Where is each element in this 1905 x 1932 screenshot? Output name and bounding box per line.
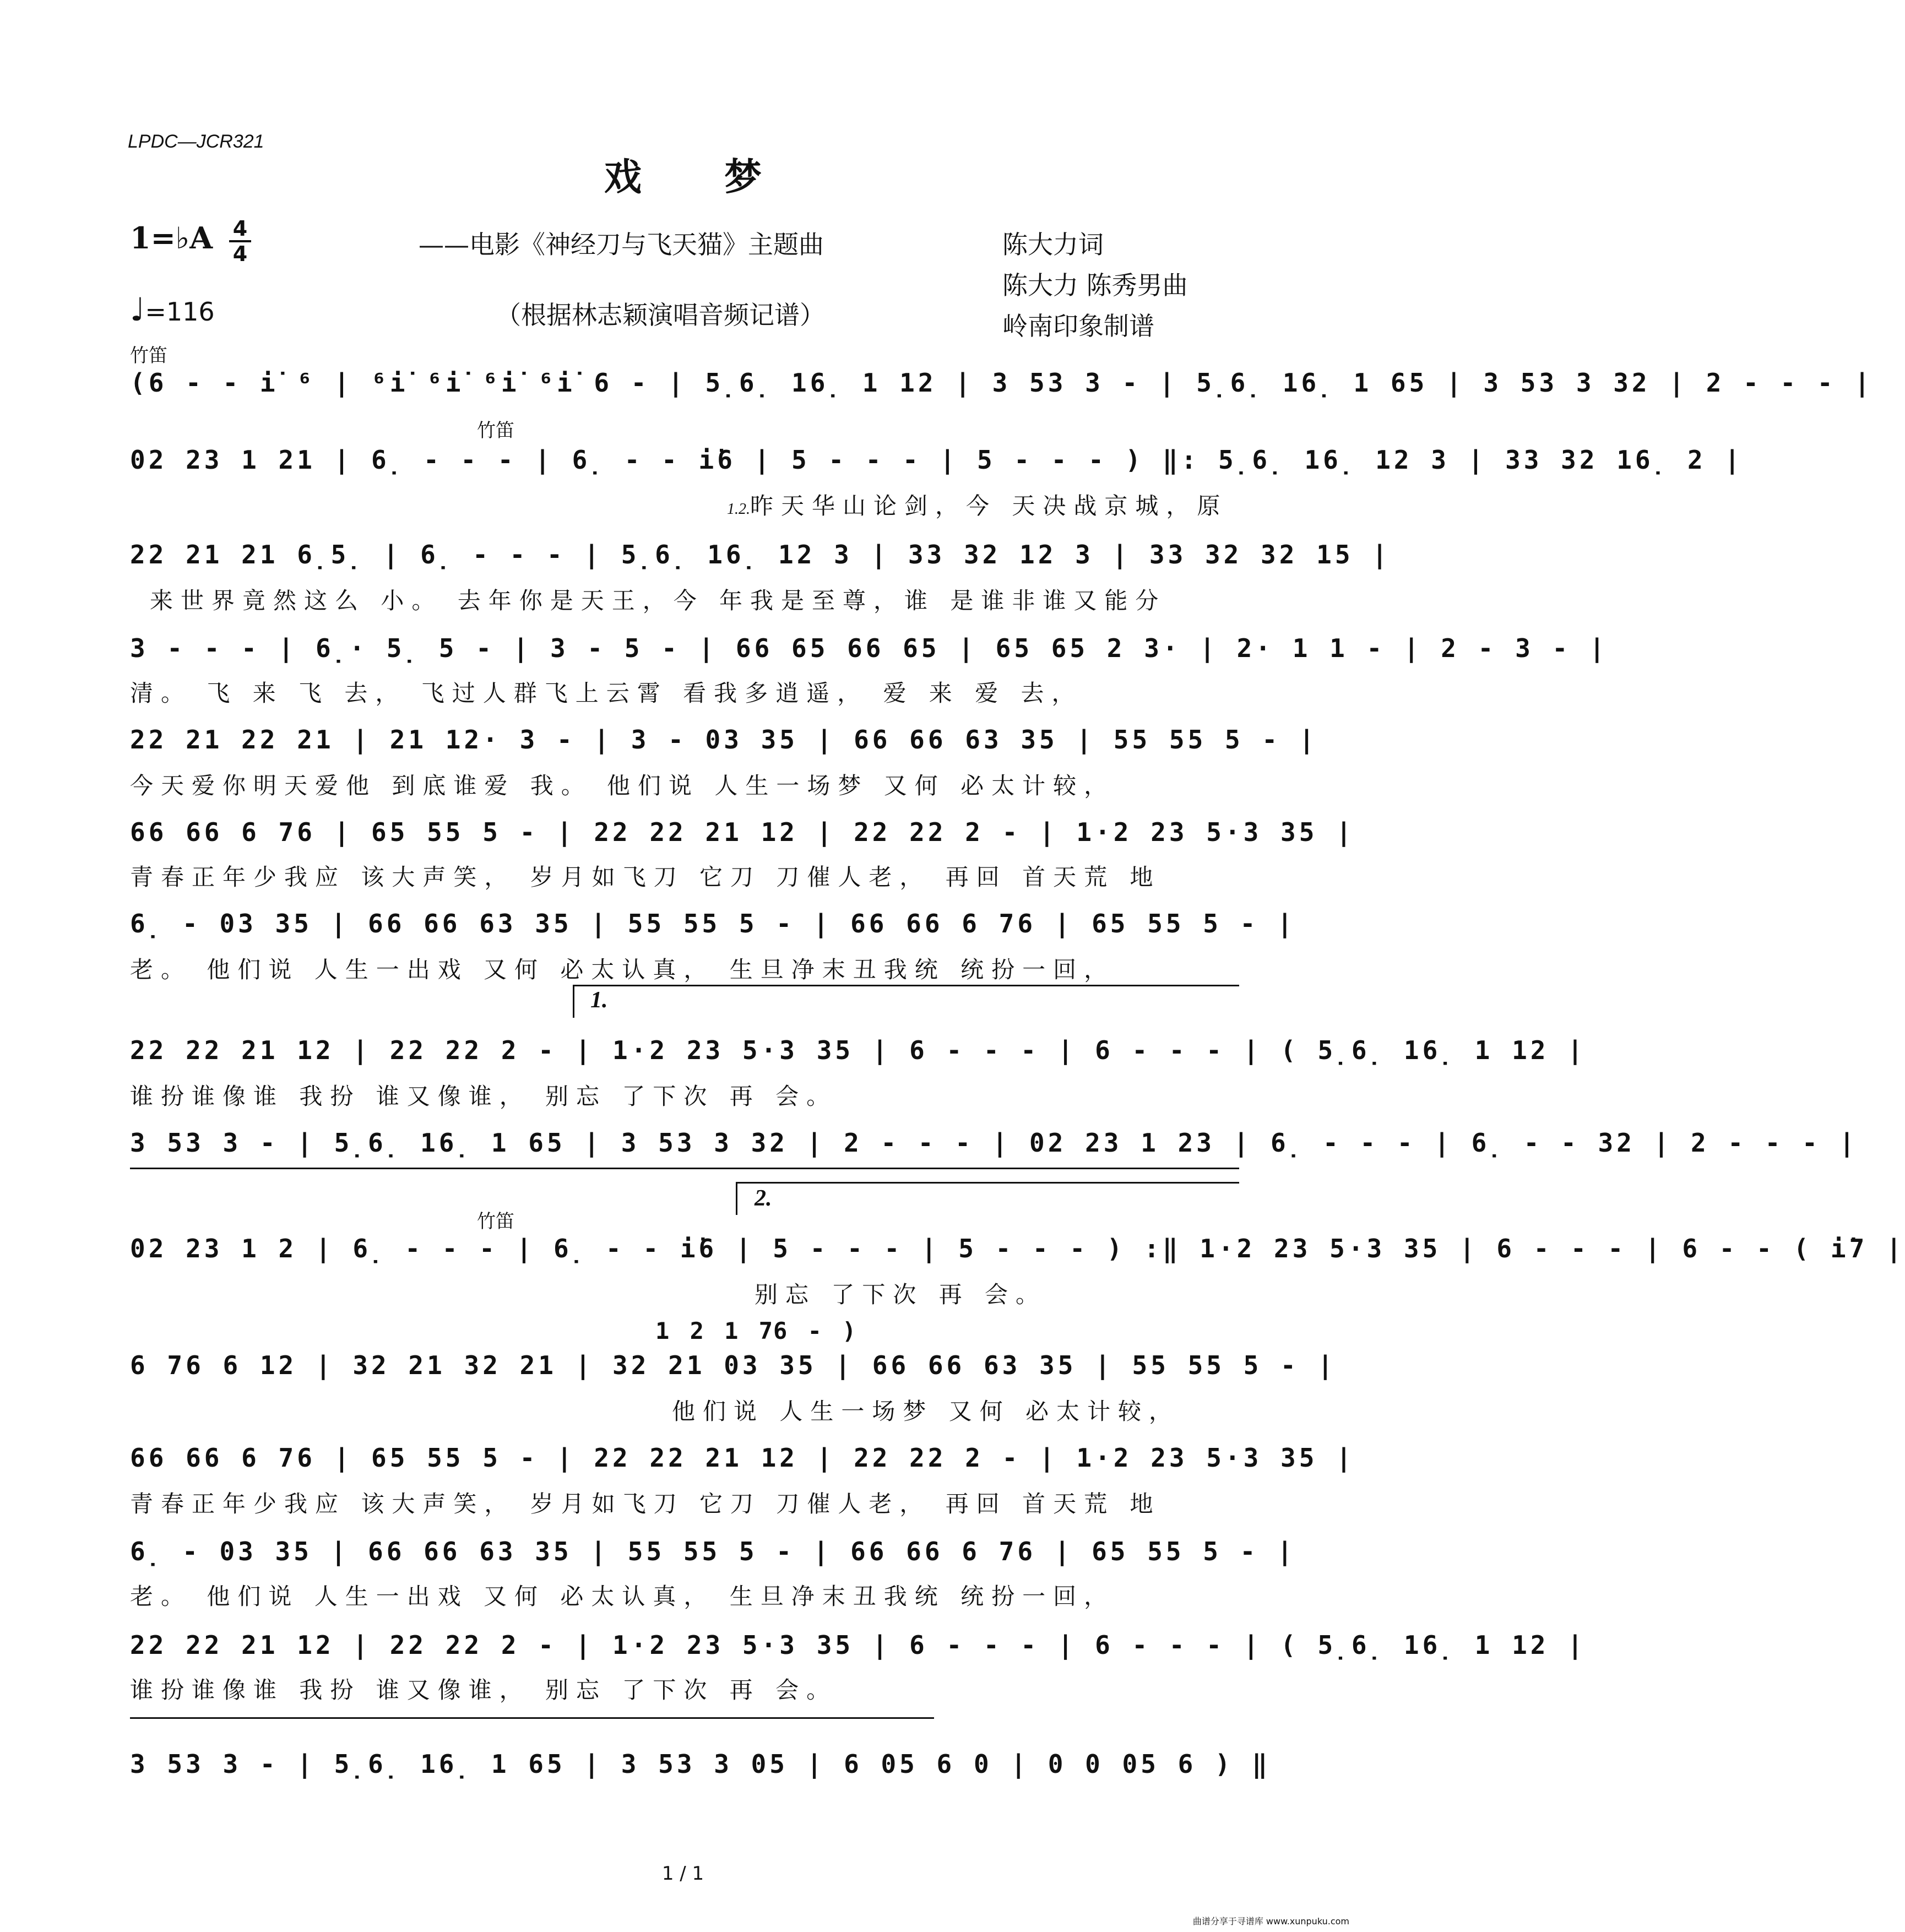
music-line-11: 6 76 6 12 | 32 21 32 21 | 32 21 03 35 | 66 66 63 35 | 55 55 5 - | bbox=[130, 1350, 1337, 1380]
lyric-line-5: 今天爱你明天爱他 到底谁爱 我。 他们说 人生一场梦 又何 必太计较， bbox=[130, 772, 1115, 799]
music-line-5: 22 21 22 21 | 21 12· 3 - | 3 - 03 35 | 66 66 63 35 | 55 55 5 - | bbox=[130, 725, 1318, 755]
music-line-8: 22 22 21 12 | 22 22 2 - | 1·2 23 5·3 35 | 6 - - - | 6 - - - | ( 5̣6̣ 16̣ 1 12 | bbox=[130, 1035, 1586, 1065]
tempo-value: =116 bbox=[145, 297, 215, 327]
music-line-15: 3 53 3 - | 5̣6̣ 16̣ 1 65 | 3 53 3 05 | 6 05 6 0 | 0 0 05 6 ) ‖ bbox=[130, 1749, 1271, 1779]
time-top: 4 bbox=[232, 216, 248, 241]
volta-2: 2. bbox=[755, 1186, 772, 1211]
song-title: 戏梦 bbox=[604, 155, 844, 199]
key-signature: 1=♭A bbox=[130, 220, 213, 256]
music-line-9: 3 53 3 - | 5̣6̣ 16̣ 1 65 | 3 53 3 32 | 2 - - - | 02 23 1 23 | 6̣ - - - | 6̣ - - 32 | 2 - - - | bbox=[130, 1128, 1858, 1158]
music-line-14: 22 22 21 12 | 22 22 2 - | 1·2 23 5·3 35 | 6 - - - | 6 - - - | ( 5̣6̣ 16̣ 1 12 | bbox=[130, 1630, 1586, 1660]
volta-1: 1. bbox=[590, 987, 608, 1013]
lyricist-credit: 陈大力词 bbox=[1002, 230, 1104, 259]
system-line bbox=[130, 1168, 1239, 1169]
subtitle: ——电影《神经刀与飞天猫》主题曲 bbox=[419, 230, 824, 259]
volta-bracket bbox=[573, 985, 574, 1018]
page-number: 1 / 1 bbox=[661, 1863, 704, 1885]
volta-bracket-line bbox=[573, 985, 1239, 986]
lyric-line-7: 老。 他们说 人生一出戏 又何 必太认真， 生旦净末丑我统 统扮一回， bbox=[130, 956, 1115, 983]
music-line-6: 66 66 6 76 | 65 55 5 - | 22 22 21 12 | 22 22 2 - | 1·2 23 5·3 35 | bbox=[130, 817, 1355, 847]
volta-bracket-line bbox=[736, 1182, 1239, 1184]
upper-voice: 1 2 1 7 bbox=[655, 1317, 777, 1344]
upper-voice-end: 6 - ) bbox=[773, 1317, 860, 1344]
tempo-marking bbox=[130, 291, 215, 328]
music-line-1: (6 - - i̇ ⁶ | ⁶i̇ ⁶i̇ ⁶i̇ ⁶i̇ 6 - | 5̣6̣ 16̣ 1 12 | 3 53 3 - | 5̣6̣ 16̣ 1 65 | 3 53 3 32 | 2 - - - | bbox=[130, 368, 1873, 398]
lyric-text: 昨天华山论剑，今 天决战京城，原 bbox=[750, 492, 1228, 519]
arranger-credit: 岭南印象制谱 bbox=[1002, 311, 1154, 341]
time-bottom: 4 bbox=[232, 242, 248, 266]
lyric-line-12: 青春正年少我应 该大声笑， 岁月如飞刀 它刀 刀催人老， 再回 首天荒 地 bbox=[130, 1490, 1161, 1517]
lyric-line-6: 青春正年少我应 该大声笑， 岁月如飞刀 它刀 刀催人老， 再回 首天荒 地 bbox=[130, 864, 1161, 891]
score-code: LPDC—JCR321 bbox=[128, 131, 264, 152]
instrument-label: 竹笛 bbox=[477, 1211, 514, 1233]
music-line-10: 02 23 1 2 | 6̣ - - - | 6̣ - - i̇6 | 5 - - - | 5 - - - ) :‖ 1·2 23 5·3 35 | 6 - - - | 6 - - ( i̇7 | bbox=[130, 1234, 1905, 1263]
verse-marker: 1.2. bbox=[727, 501, 750, 518]
lyric-line-8: 谁扮谁像谁 我扮 谁又像谁， 别忘 了下次 再 会。 bbox=[130, 1083, 838, 1110]
lyric-line-10: 别忘 了下次 再 会。 bbox=[755, 1281, 1047, 1308]
music-line-7: 6̣ - 03 35 | 66 66 63 35 | 55 55 5 - | 66 66 6 76 | 65 55 5 - | bbox=[130, 909, 1296, 938]
music-line-3: 22 21 21 6̣5̣ | 6̣ - - - | 5̣6̣ 16̣ 12 3 | 33 32 12 3 | 33 32 32 15 | bbox=[130, 540, 1391, 569]
system-line bbox=[130, 1717, 934, 1719]
time-signature bbox=[229, 218, 251, 264]
lyric-line-14: 谁扮谁像谁 我扮 谁又像谁， 别忘 了下次 再 会。 bbox=[130, 1676, 838, 1703]
instrument-label: 竹笛 bbox=[130, 345, 167, 367]
volta-bracket bbox=[736, 1182, 737, 1215]
music-line-2: 02 23 1 21 | 6̣ - - - | 6̣ - - i̇6 | 5 - - - | 5 - - - ) ‖: 5̣6̣ 16̣ 12 3 | 33 32 16̣ 2 | bbox=[130, 445, 1744, 475]
music-line-12: 66 66 6 76 | 65 55 5 - | 22 22 21 12 | 22 22 2 - | 1·2 23 5·3 35 | bbox=[130, 1443, 1355, 1473]
music-line-13: 6̣ - 03 35 | 66 66 63 35 | 55 55 5 - | 66 66 6 76 | 65 55 5 - | bbox=[130, 1537, 1296, 1566]
source-note: （根据林志颖演唱音频记谱） bbox=[496, 300, 825, 330]
composer-credit: 陈大力 陈秀男曲 bbox=[1002, 270, 1188, 300]
music-line-4: 3 - - - | 6̣· 5̣ 5 - | 3 - 5 - | 66 65 66 65 | 65 65 2 3· | 2· 1 1 - | 2 - 3 - | bbox=[130, 633, 1608, 663]
lyric-line-3: 来世界竟然这么 小。 去年你是天王，今 年我是至尊，谁 是谁非谁又能分 bbox=[150, 587, 1166, 614]
lyric-line-2 bbox=[727, 488, 1239, 521]
lyric-line-11: 他们说 人生一场梦 又何 必太计较， bbox=[672, 1398, 1180, 1425]
quarter-note-icon: ♩ bbox=[130, 291, 145, 328]
watermark: 曲谱分享于寻谱库 www.xunpuku.com bbox=[1192, 1916, 1349, 1926]
instrument-label: 竹笛 bbox=[477, 420, 514, 442]
lyric-line-13: 老。 他们说 人生一出戏 又何 必太认真， 生旦净末丑我统 统扮一回， bbox=[130, 1583, 1115, 1610]
lyric-line-4: 清。 飞 来 飞 去， 飞过人群飞上云霄 看我多逍遥， 爱 来 爱 去， bbox=[130, 680, 1083, 707]
